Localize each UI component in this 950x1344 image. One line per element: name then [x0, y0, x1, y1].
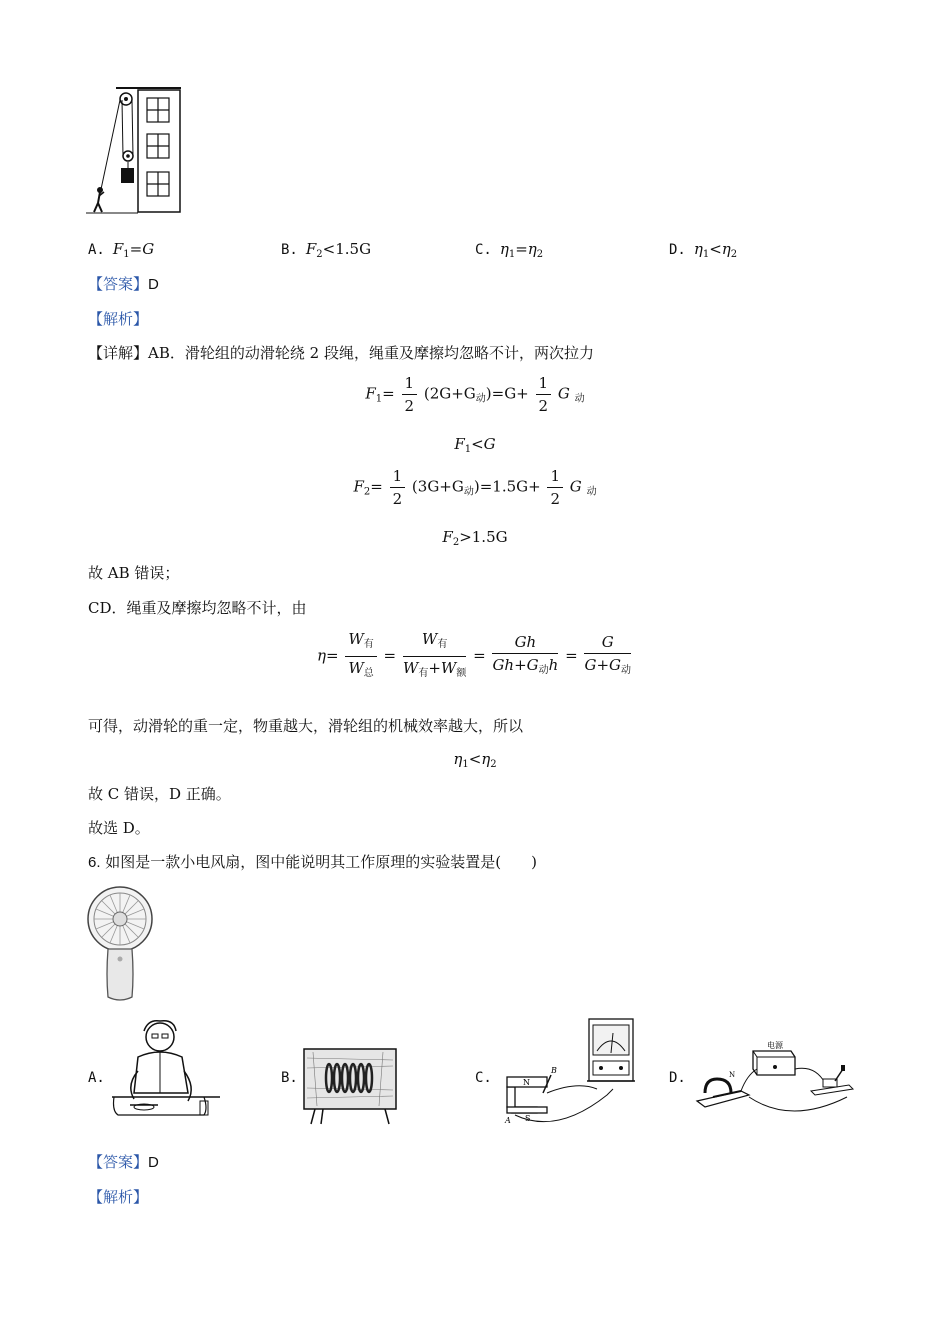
- equation-f2: $F_2=$ $\frac{1}{2}$ $(3G+G_动)=1.5G+$ $\frac{1}{2}$ G $_动$: [353, 467, 597, 508]
- conclusion-cd: 故 C 错误，D 正确。: [88, 785, 231, 803]
- cd-intro: CD．绳重及摩擦均忽略不计，由: [88, 599, 307, 617]
- magnet-n-label: N: [523, 1078, 530, 1087]
- hand-fan-figure: [86, 885, 158, 1003]
- equation-f1: $F_1=$ $\frac{1}{2}$ $(2G+G_动)=G+$ $\frac{1}{2}$ G $_动$: [365, 374, 585, 415]
- q5-option-d: D. $\eta_1<\eta_2$: [669, 240, 738, 260]
- q5-answer: 【答案】D: [88, 275, 159, 293]
- magnet-n-label-d: N: [729, 1071, 736, 1079]
- q6-analysis-label: 【解析】: [88, 1188, 149, 1206]
- q6-option-d-label: D.: [669, 1070, 686, 1086]
- induction-experiment-figure: [497, 1015, 637, 1125]
- final-choice: 故选 D。: [88, 819, 150, 837]
- efficiency-formula: η= $\frac{W_有}{W_总}$ = $\frac{W_有}{W_有+W_额}$ = $\frac{Gh}{Gh+G_动h}$ = $\frac{G}{G+G_动}$: [316, 630, 632, 679]
- motor-experiment-figure: [691, 1035, 861, 1120]
- fraction-half: $\frac{1}{2}$: [390, 465, 406, 510]
- fraction-half: $\frac{1}{2}$: [536, 372, 552, 417]
- q6-option-b-label: B.: [281, 1070, 298, 1086]
- equation-f2-relation: $F_2>1.5G$: [442, 528, 508, 548]
- q5-analysis-label: 【解析】: [88, 310, 149, 328]
- fraction-half: $\frac{1}{2}$: [402, 372, 418, 417]
- point-a-label: A: [505, 1116, 511, 1125]
- q6-option-c-label: C.: [475, 1070, 492, 1086]
- power-supply-label: 电源: [767, 1041, 783, 1050]
- q5-option-b: B. $F_2<1.5G$: [281, 240, 372, 260]
- magnet-s-label: S: [525, 1114, 531, 1123]
- q5-option-a: A. $F_1=G$: [88, 240, 155, 260]
- eta-relation: $\eta_1<\eta_2$: [453, 750, 497, 770]
- q5-detail: 【详解】AB．滑轮组的动滑轮绕 2 段绳，绳重及摩擦均忽略不计，两次拉力: [88, 344, 594, 362]
- point-b-label: B: [551, 1066, 557, 1075]
- q6-answer: 【答案】D: [88, 1153, 159, 1171]
- cd-result: 可得，动滑轮的重一定，物重越大，滑轮组的机械效率越大，所以: [88, 717, 524, 735]
- fraction-half: $\frac{1}{2}$: [547, 465, 563, 510]
- oersted-experiment-figure: [108, 1015, 223, 1125]
- conclusion-ab: 故 AB 错误；: [88, 564, 180, 582]
- pulley-building-figure: [86, 86, 186, 216]
- q6-stem: 6. 如图是一款小电风扇，图中能说明其工作原理的实验装置是( ): [88, 853, 538, 871]
- equation-f1-relation: $F_1<G$: [454, 435, 496, 455]
- q5-option-c: C. $\eta_1=\eta_2$: [475, 240, 544, 260]
- solenoid-field-figure: [303, 1048, 397, 1126]
- q6-option-a-label: A.: [88, 1070, 105, 1086]
